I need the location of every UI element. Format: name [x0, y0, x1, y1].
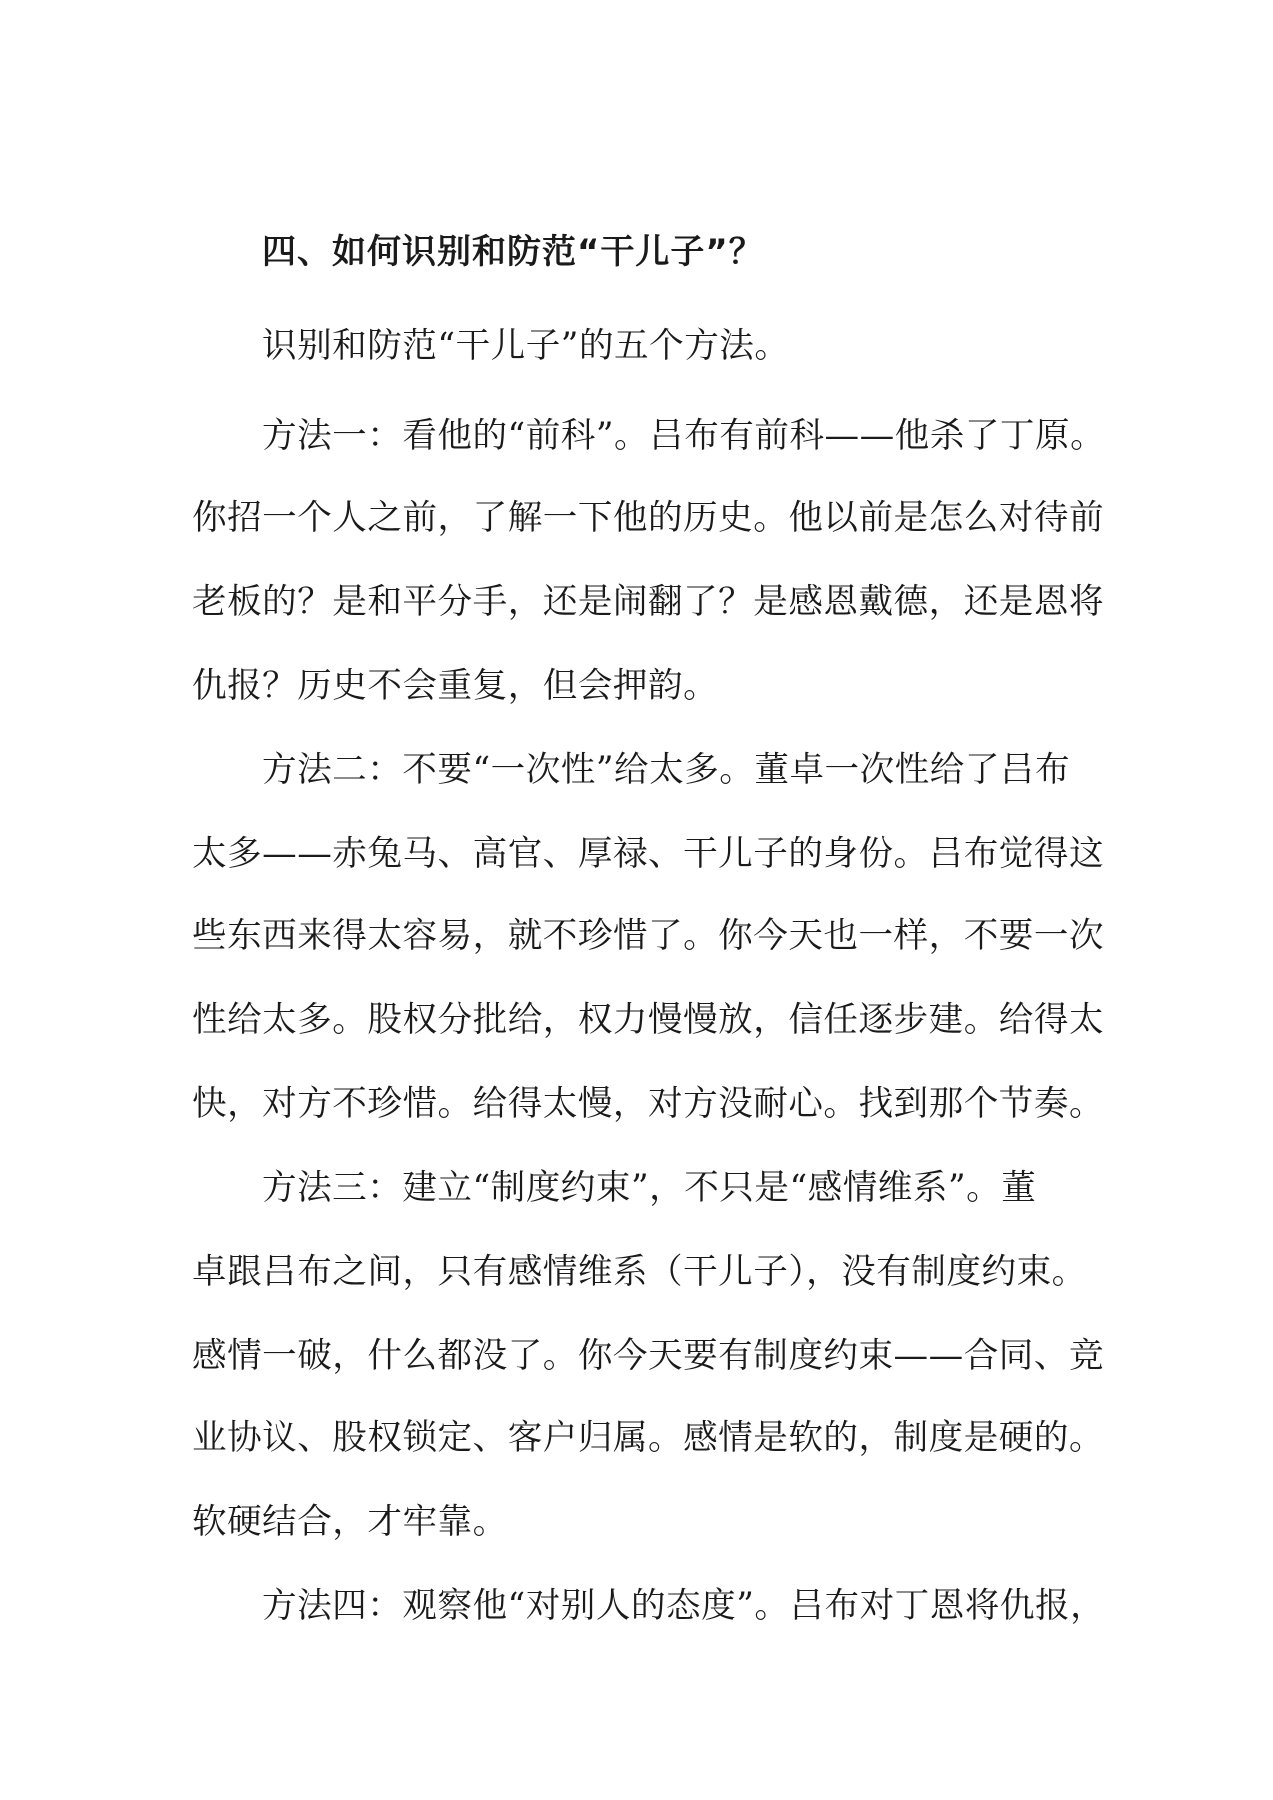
method-three-line: 业协议、股权锁定、客户归属。感情是软的，制度是硬的。 — [192, 1418, 1105, 1458]
method-three-line: 卓跟吕布之间，只有感情维系（干儿子），没有制度约束。 — [192, 1252, 1087, 1292]
method-one-line: 老板的？是和平分手，还是闹翻了？是感恩戴德，还是恩将 — [192, 582, 1105, 622]
method-three-line: 方法三：建立“制度约束”，不只是“感情维系”。董 — [262, 1168, 1037, 1208]
method-one-line: 你招一个人之前，了解一下他的历史。他以前是怎么对待前 — [192, 498, 1105, 538]
method-two-line: 性给太多。股权分批给，权力慢慢放，信任逐步建。给得太 — [192, 1000, 1105, 1040]
method-one-line: 仇报？历史不会重复，但会押韵。 — [192, 666, 719, 706]
method-two-line: 太多——赤兔马、高官、厚禄、干儿子的身份。吕布觉得这 — [192, 834, 1105, 874]
method-two-line: 些东西来得太容易，就不珍惜了。你今天也一样，不要一次 — [192, 916, 1105, 956]
method-two-line: 方法二：不要“一次性”给太多。董卓一次性给了吕布 — [262, 750, 1071, 790]
method-two-line: 快，对方不珍惜。给得太慢，对方没耐心。找到那个节奏。 — [192, 1084, 1105, 1124]
section-heading: 四、如何识别和防范“干儿子”？ — [262, 232, 764, 272]
method-three-line: 感情一破，什么都没了。你今天要有制度约束——合同、竞 — [192, 1336, 1105, 1376]
paragraph-intro-line: 识别和防范“干儿子”的五个方法。 — [262, 326, 790, 366]
method-one-line: 方法一：看他的“前科”。吕布有前科——他杀了丁原。 — [262, 416, 1106, 456]
method-four-line: 方法四：观察他“对别人的态度”。吕布对丁恩将仇报， — [262, 1586, 1106, 1626]
method-three-line: 软硬结合，才牢靠。 — [192, 1502, 508, 1542]
